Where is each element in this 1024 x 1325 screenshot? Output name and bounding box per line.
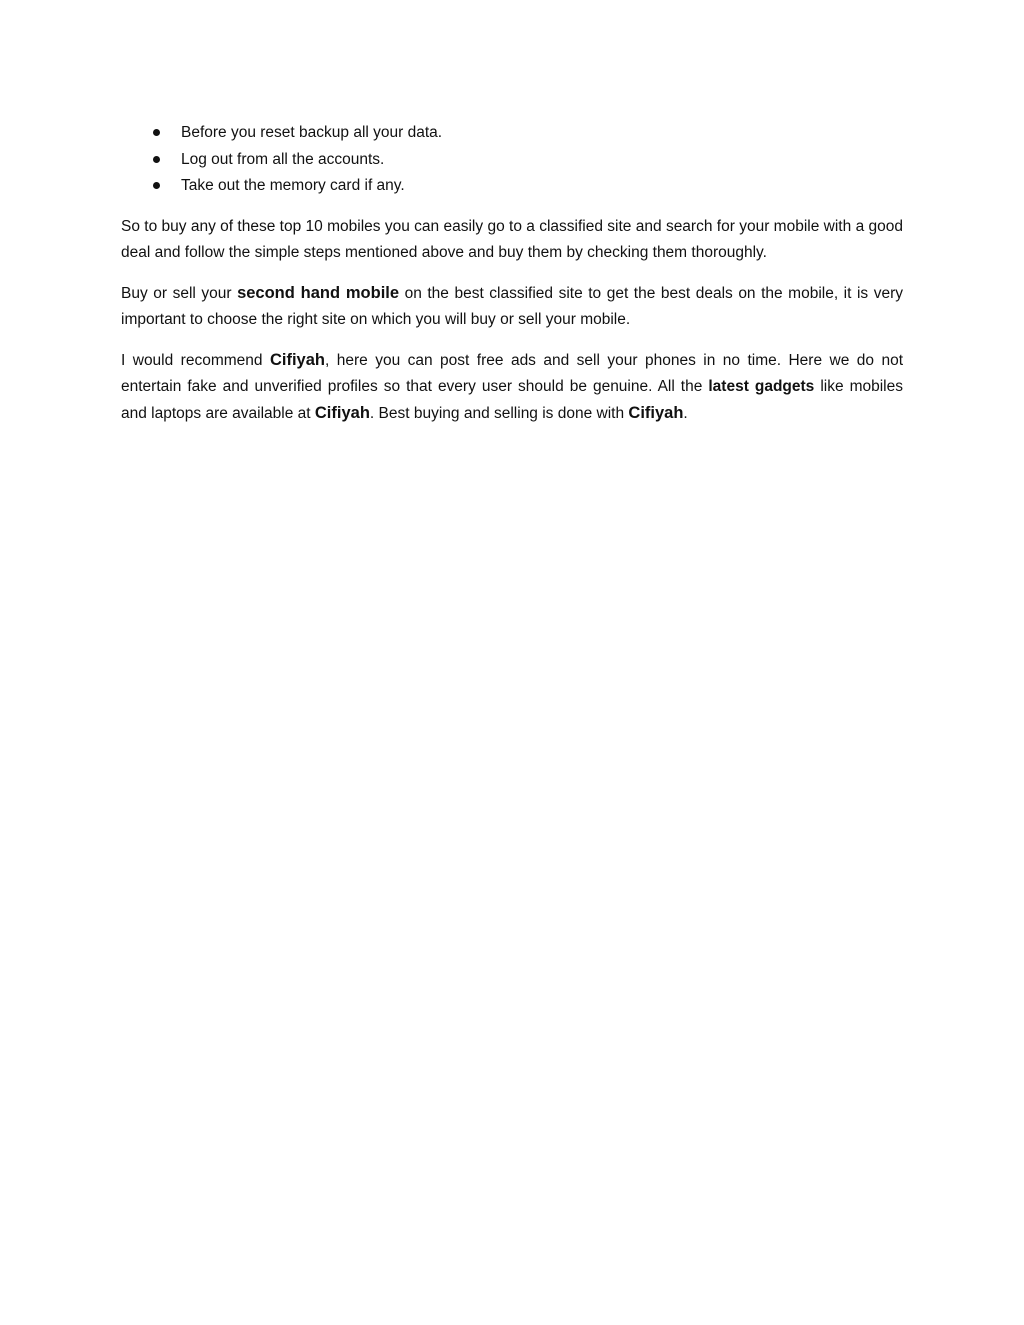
paragraph-text: . Best buying and selling is done with: [369, 404, 629, 422]
paragraph-text: .: [683, 404, 688, 422]
bullet-icon: [153, 156, 160, 163]
list-item: [121, 120, 903, 147]
cifiyah-link[interactable]: Cifiyah: [628, 403, 684, 422]
paragraph-recommendation: [121, 347, 903, 427]
paragraph-text: I would recommend: [121, 351, 270, 369]
paragraph-text: on the best classified site to get the best deals on the mobile, it is very important to choose the right site on which you will buy or sell your mobile.: [121, 284, 903, 328]
document-body: [121, 120, 903, 441]
paragraph-buy-top-mobiles: So to buy any of these top 10 mobiles you can easily go to a classified site and search for your mobile with a good deal and follow the simple steps mentioned above and buy them by checking them thoroughly.: [121, 217, 903, 261]
cifiyah-link[interactable]: Cifiyah: [314, 403, 370, 422]
list-item-text: Take out the memory card if any.: [181, 177, 405, 194]
second-hand-mobile-link[interactable]: second hand mobile: [237, 283, 400, 302]
list-item-text: Before you reset backup all your data.: [181, 124, 443, 141]
paragraph-text: like mobiles and laptops are available at: [121, 377, 903, 422]
list-item: [121, 173, 903, 200]
latest-gadgets-link[interactable]: latest gadgets: [708, 377, 815, 395]
cifiyah-link[interactable]: Cifiyah: [269, 350, 325, 369]
list-item-text: Log out from all the accounts.: [181, 150, 385, 168]
bullet-list: [121, 120, 903, 200]
list-item: [121, 147, 903, 174]
bullet-icon: [153, 129, 160, 136]
paragraph-second-hand: [121, 280, 903, 333]
paragraph-text: Buy or sell your: [121, 284, 238, 302]
paragraph-text: , here you can post free ads and sell your phones in no time. Here we do not entertain fake and unverified profiles so that every user should be genuine. All the: [121, 351, 903, 395]
bullet-icon: [153, 182, 160, 189]
